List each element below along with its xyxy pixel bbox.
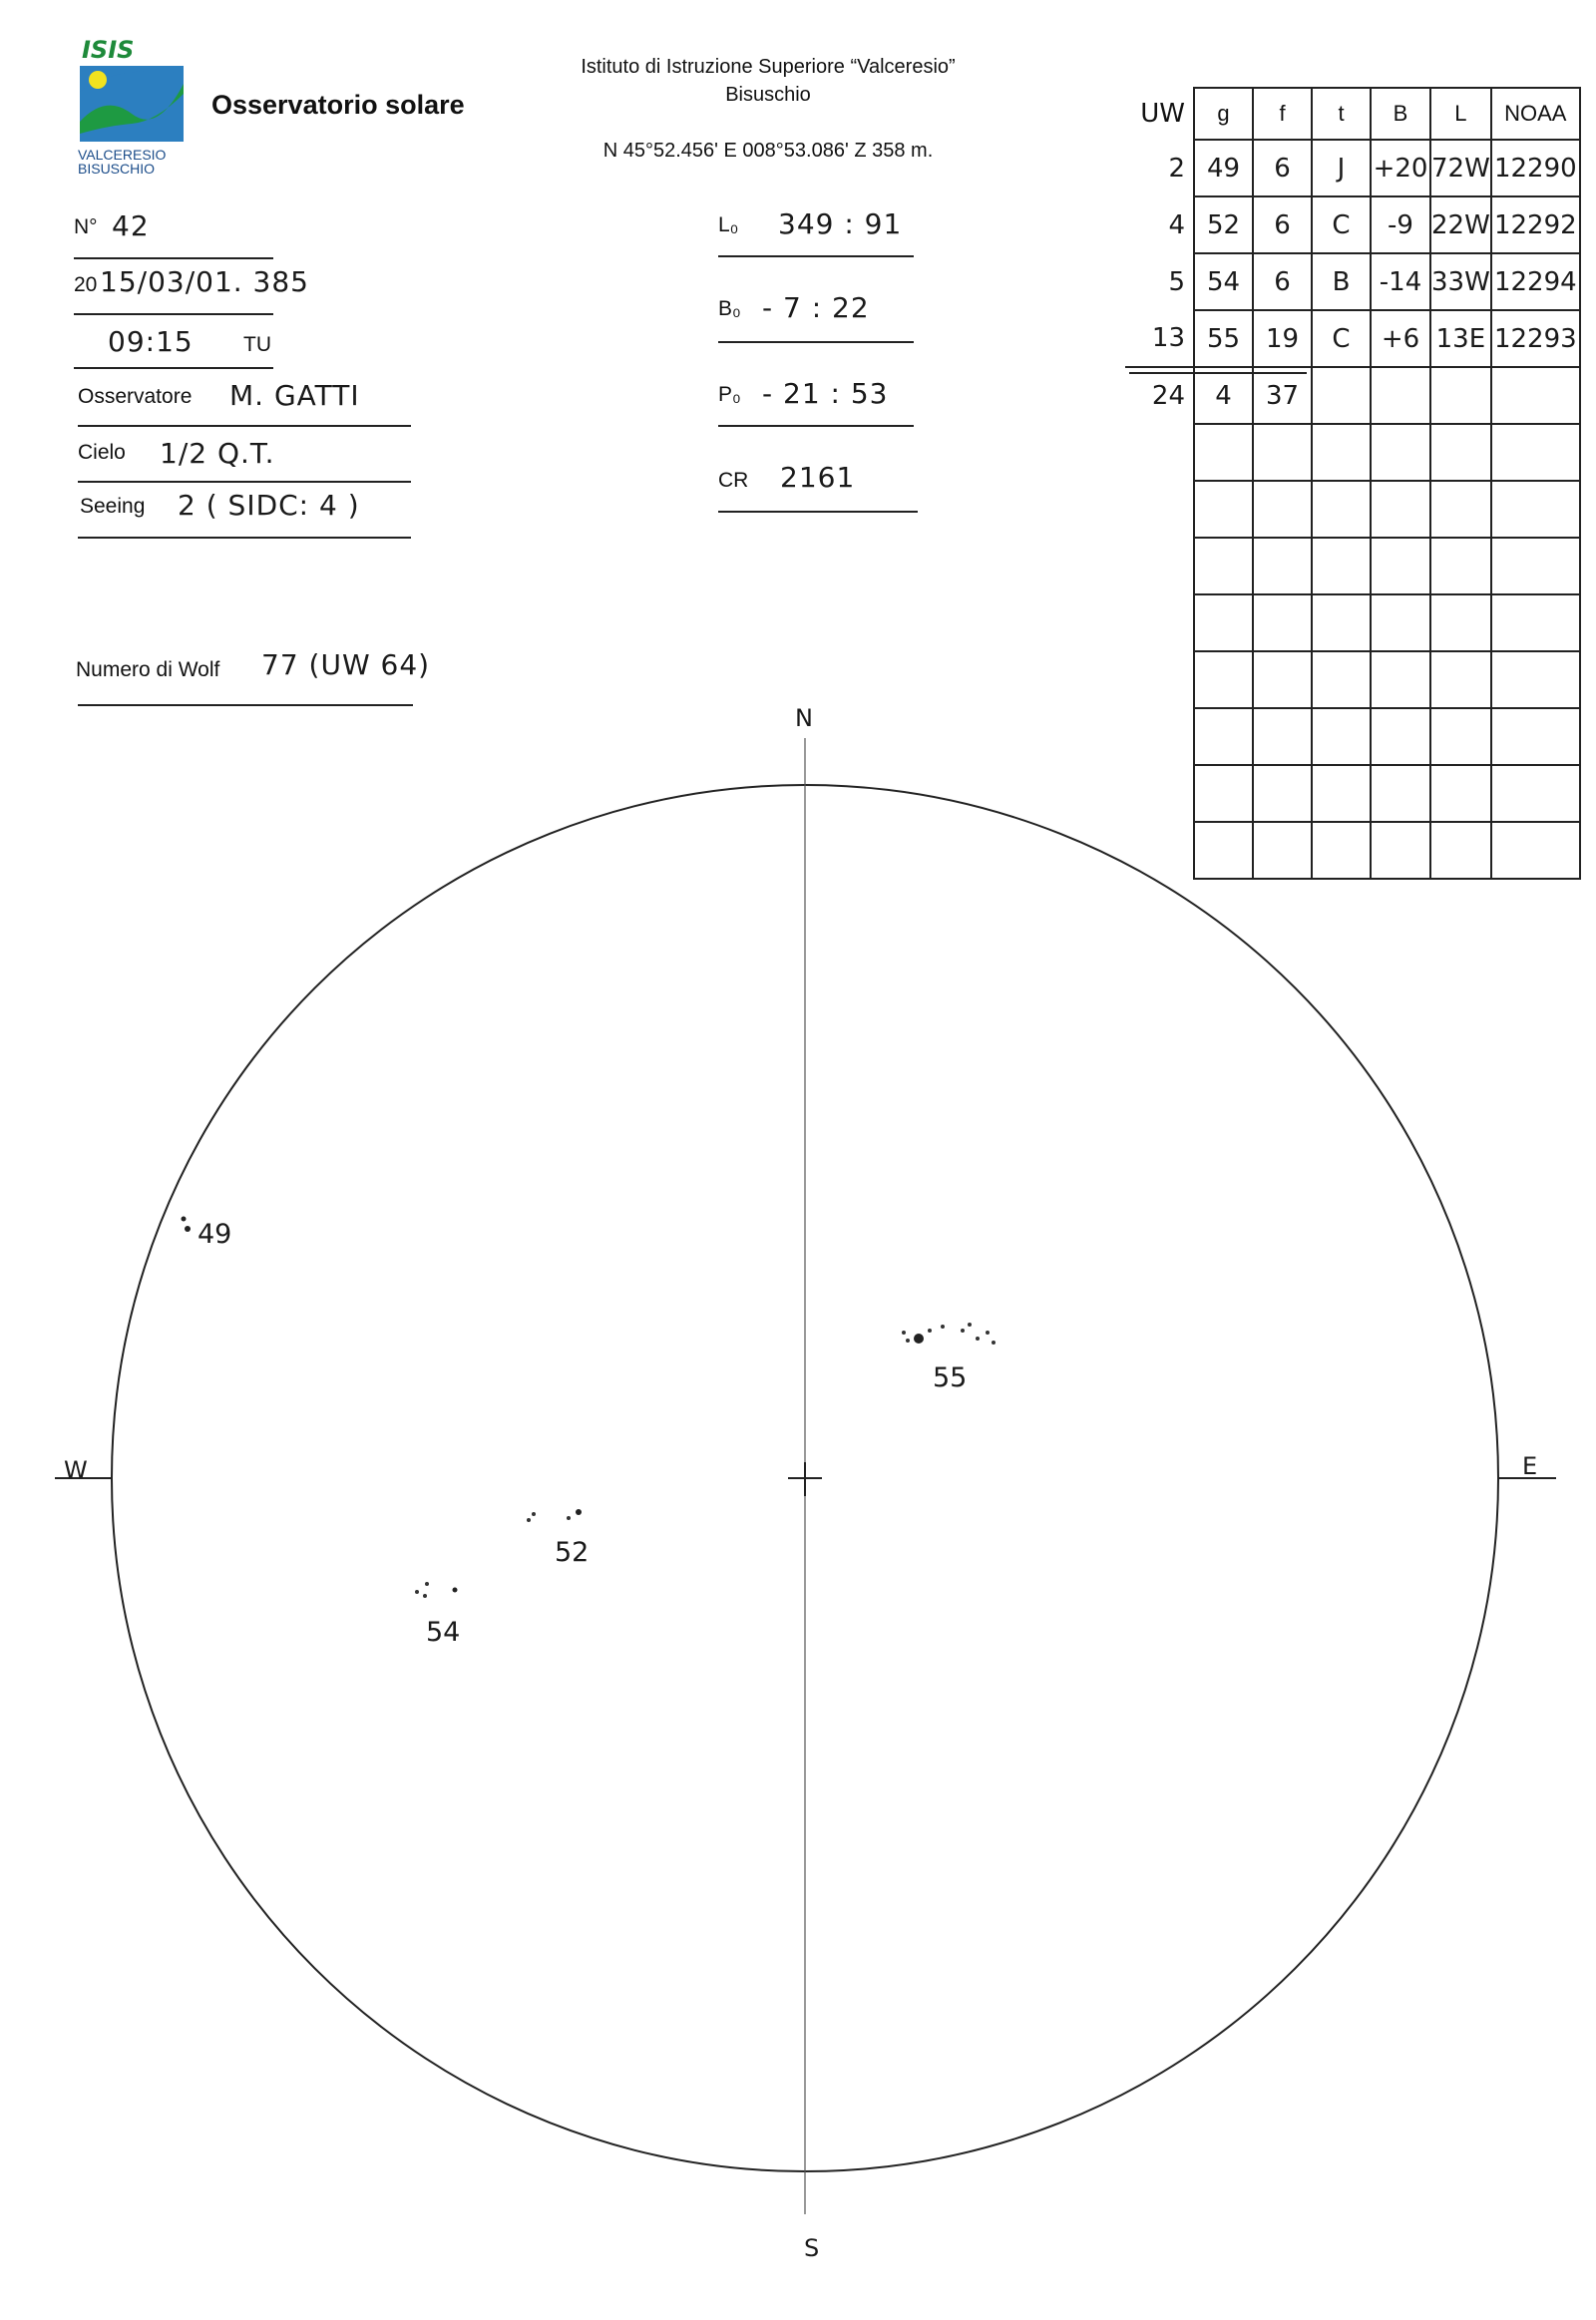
number-label: N°: [74, 215, 98, 238]
east-label: E: [1522, 1452, 1538, 1480]
cell-noaa: 12294: [1491, 253, 1580, 310]
total-f: 37: [1253, 367, 1312, 424]
cell-l: 22W: [1430, 196, 1491, 253]
p0-label: P₀: [718, 383, 741, 406]
cell-f: 6: [1253, 253, 1312, 310]
institute-name: Istituto di Istruzione Superiore “Valceresio”: [581, 56, 956, 78]
header-uw: UW: [1140, 99, 1185, 129]
sunspot-group-55: [902, 1323, 996, 1393]
cell-f: 6: [1253, 196, 1312, 253]
seeing-value: 2 ( SIDC: 4 ): [178, 489, 360, 522]
date-prefix: 20: [74, 273, 98, 296]
b0-label: B₀: [718, 297, 741, 320]
cell-b: -14: [1371, 253, 1430, 310]
cell-g: 49: [1194, 140, 1253, 196]
cell-b: +20: [1371, 140, 1430, 196]
cell-f: 6: [1253, 140, 1312, 196]
cell-g: 55: [1194, 310, 1253, 367]
north-label: N: [795, 704, 813, 732]
cell-uw: 13: [1125, 310, 1194, 367]
cell-l: 33W: [1430, 253, 1491, 310]
group-label-54: 54: [426, 1617, 461, 1648]
cell-t: C: [1312, 310, 1371, 367]
wolf-value: 77 (UW 64): [261, 648, 431, 681]
cell-f: 19: [1253, 310, 1312, 367]
sky-value: 1/2 Q.T.: [160, 437, 275, 470]
date-value: 15/03/01. 385: [100, 265, 309, 298]
cell-uw: 5: [1168, 266, 1185, 297]
logo-text: ISIS: [82, 36, 135, 64]
cell-noaa: 12293: [1491, 310, 1580, 367]
cell-b: -9: [1371, 196, 1430, 253]
header-b: B: [1371, 88, 1430, 140]
group-label-52: 52: [555, 1537, 590, 1568]
cell-t: B: [1312, 253, 1371, 310]
cell-l: 72W: [1430, 140, 1491, 196]
cell-l: 13E: [1430, 310, 1491, 367]
cell-b: +6: [1371, 310, 1430, 367]
institute-town: Bisuschio: [725, 84, 811, 106]
cr-label: CR: [718, 469, 749, 492]
time-value: 09:15: [108, 325, 194, 358]
sunspot-group-49: [182, 1217, 232, 1251]
l0-label: L₀: [718, 213, 739, 236]
total-uw: 24: [1151, 381, 1185, 411]
l0-value: 349 : 91: [778, 207, 903, 240]
cell-g: 52: [1194, 196, 1253, 253]
cell-noaa: 12292: [1491, 196, 1580, 253]
south-label: S: [804, 2234, 820, 2262]
header-l: L: [1430, 88, 1491, 140]
group-label-55: 55: [933, 1362, 968, 1393]
header-noaa: NOAA: [1491, 88, 1580, 140]
number-value: 42: [112, 209, 150, 242]
logo-line1: VALCERESIO: [78, 147, 167, 163]
header-f: f: [1253, 88, 1312, 140]
group-label-49: 49: [198, 1219, 232, 1250]
header-t: t: [1312, 88, 1371, 140]
sunspot-group-52: [527, 1509, 589, 1568]
observer-value: M. GATTI: [229, 379, 360, 412]
cell-noaa: 12290: [1491, 140, 1580, 196]
logo-line2: BISUSCHIO: [78, 161, 156, 174]
total-g: 4: [1194, 367, 1253, 424]
observatory-coordinates: N 45°52.456' E 008°53.086' Z 358 m.: [602, 140, 934, 162]
cell-uw: 4: [1168, 209, 1185, 240]
cell-t: J: [1312, 140, 1371, 196]
sky-label: Cielo: [78, 441, 126, 464]
cell-g: 54: [1194, 253, 1253, 310]
cr-value: 2161: [780, 461, 856, 494]
time-unit: TU: [243, 333, 271, 356]
b0-value: - 7 : 22: [762, 291, 870, 324]
observatory-title: Osservatorio solare: [211, 90, 465, 120]
west-label: W: [64, 1456, 88, 1484]
p0-value: - 21 : 53: [762, 377, 889, 410]
sunspot-group-54: [415, 1582, 460, 1648]
wolf-label: Numero di Wolf: [76, 658, 220, 681]
cell-uw: 2: [1168, 153, 1185, 184]
observer-label: Osservatore: [78, 385, 193, 408]
cell-t: C: [1312, 196, 1371, 253]
seeing-label: Seeing: [80, 495, 146, 518]
header-g: g: [1194, 88, 1253, 140]
